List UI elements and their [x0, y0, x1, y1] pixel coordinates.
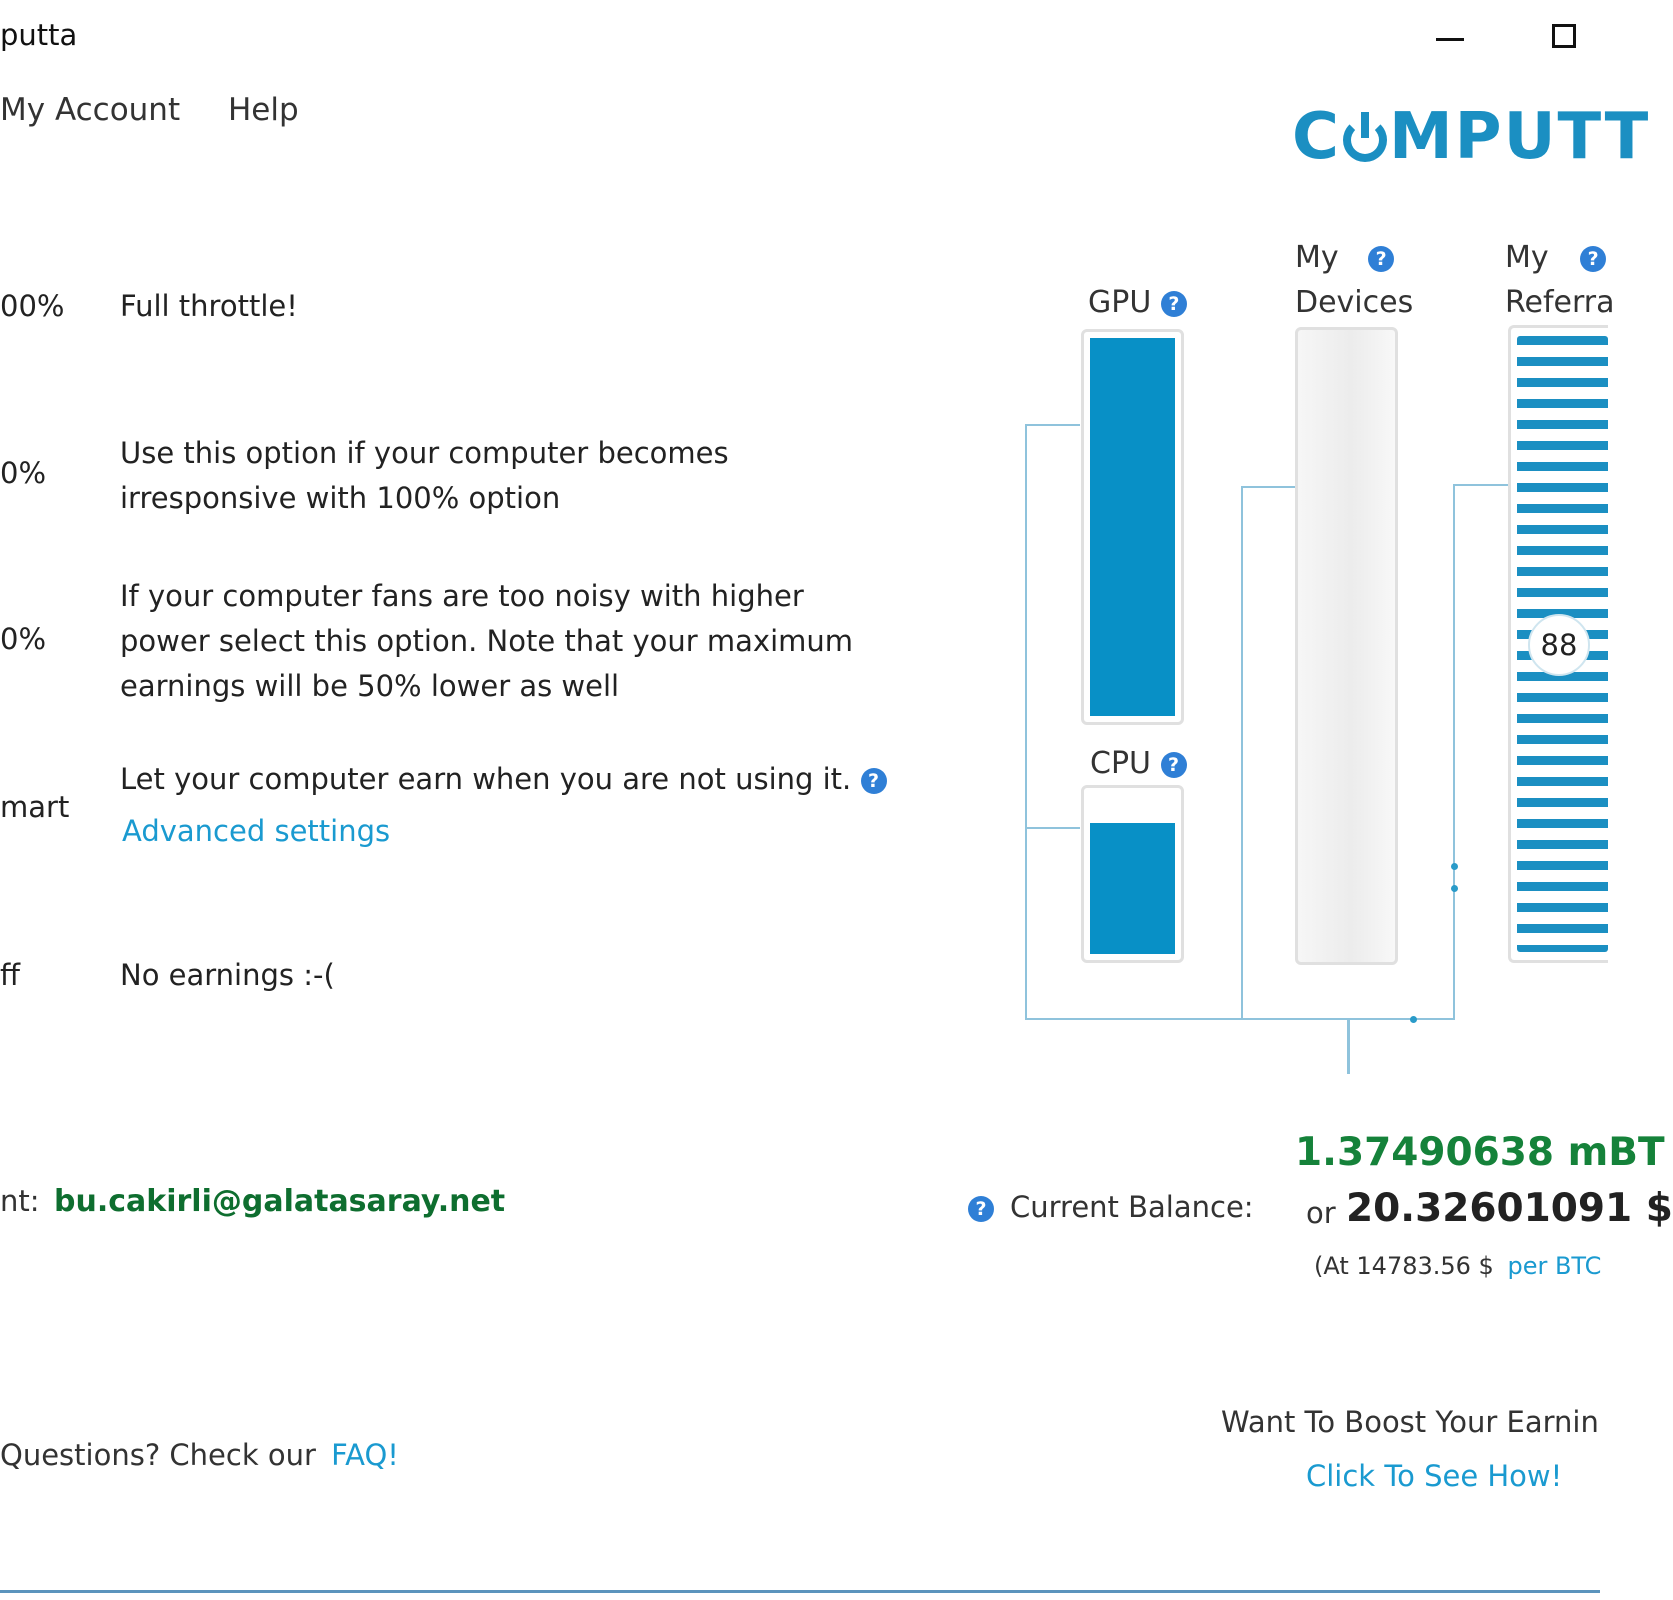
- account-label: nt:: [0, 1184, 40, 1218]
- advanced-settings-link[interactable]: Advanced settings: [122, 814, 391, 848]
- devices-label-row: [1295, 240, 1394, 275]
- referrals-label-line2: Referra: [1505, 285, 1615, 320]
- option-off-label[interactable]: ff: [0, 958, 20, 992]
- window-title: putta: [0, 18, 78, 52]
- help-icon[interactable]: ?: [1368, 246, 1394, 272]
- referrals-count-badge: 88: [1528, 614, 1590, 676]
- account-email: bu.cakirli@galatasaray.net: [54, 1184, 506, 1219]
- option-smart-label[interactable]: mart: [0, 790, 70, 824]
- btc-rate-value: (At 14783.56 $: [1314, 1252, 1494, 1280]
- faq-row: [0, 1438, 399, 1472]
- devices-label-line2: Devices: [1295, 285, 1414, 320]
- option-off-description: No earnings :-(: [120, 958, 335, 992]
- option-75-description: Use this option if your computer becomes irresponsive with 100% option: [120, 436, 729, 515]
- option-100-label[interactable]: 00%: [0, 289, 65, 323]
- boost-text: Want To Boost Your Earnin: [1221, 1405, 1599, 1439]
- faq-text: Questions? Check our: [0, 1438, 316, 1472]
- menu-my-account[interactable]: My Account: [0, 92, 181, 128]
- gpu-bar[interactable]: [1081, 329, 1184, 725]
- faq-link[interactable]: FAQ!: [331, 1438, 399, 1472]
- help-icon[interactable]: ?: [1161, 752, 1187, 778]
- option-50-description: If your computer fans are too noisy with higher power select this option. Note that your maximum earnings will be 50% lower as well: [120, 579, 854, 703]
- devices-bar[interactable]: [1295, 327, 1398, 965]
- boost-link[interactable]: Click To See How!: [1306, 1459, 1563, 1493]
- cpu-bar[interactable]: [1081, 785, 1184, 963]
- minimize-icon[interactable]: [1420, 14, 1480, 64]
- cpu-label: CPU: [1090, 746, 1151, 781]
- balance-usd: 20.32601091 $: [1346, 1186, 1673, 1231]
- balance-or: or: [1306, 1196, 1336, 1230]
- referrals-label-row: [1505, 240, 1606, 275]
- btc-rate: [1314, 1252, 1601, 1280]
- referrals-label-line1: My: [1505, 240, 1549, 275]
- power-icon: [1343, 118, 1387, 162]
- option-smart-description: Let your computer earn when you are not using it.: [120, 762, 852, 796]
- per-btc-link[interactable]: per BTC: [1507, 1252, 1602, 1280]
- gpu-label-row: [1088, 285, 1187, 320]
- bottom-divider: [0, 1590, 1600, 1593]
- menu-help[interactable]: Help: [228, 92, 299, 128]
- help-icon[interactable]: ?: [968, 1196, 994, 1222]
- option-50-label[interactable]: 0%: [0, 622, 47, 656]
- brand-logo: C MPUTT: [1292, 100, 1651, 174]
- option-smart-row: [120, 757, 940, 802]
- cpu-label-row: [1090, 746, 1187, 781]
- maximize-icon[interactable]: [1536, 14, 1596, 64]
- devices-label-line1: My: [1295, 240, 1339, 275]
- help-icon[interactable]: ?: [861, 768, 887, 794]
- current-balance-label: Current Balance:: [1010, 1190, 1254, 1224]
- option-100-description: Full throttle!: [120, 289, 298, 323]
- cpu-bar-fill: [1090, 823, 1175, 954]
- gpu-label: GPU: [1088, 285, 1152, 320]
- help-icon[interactable]: ?: [1580, 246, 1606, 272]
- help-icon[interactable]: ?: [1161, 291, 1187, 317]
- gpu-bar-fill: [1090, 338, 1175, 716]
- option-75-label[interactable]: 0%: [0, 456, 47, 490]
- balance-btc: 1.37490638 mBT: [1295, 1130, 1665, 1175]
